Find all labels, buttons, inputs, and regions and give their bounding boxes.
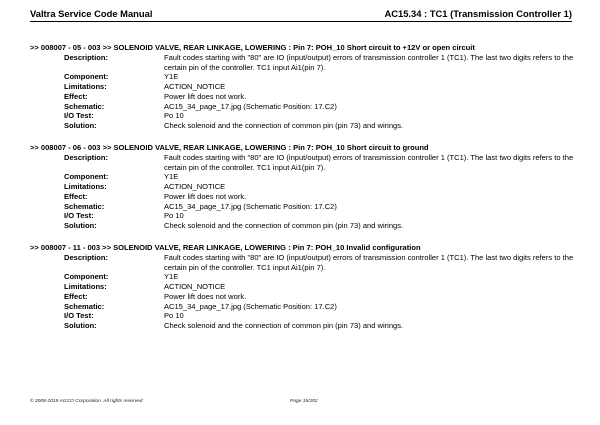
fault-code-title: >> 008007 - 05 - 003 >> SOLENOID VALVE, REAR LINKAGE, LOWERING : Pin 7: POH_10 Short circuit to +12V or open circuit: [30, 43, 475, 52]
effect-value: Power lift does not work.: [164, 291, 247, 301]
limitations-row: [30, 82, 575, 92]
fault-code-title: >> 008007 - 06 - 003 >> SOLENOID VALVE, REAR LINKAGE, LOWERING : Pin 7: POH_10 Short circuit to ground: [30, 143, 429, 152]
limitations-row: [30, 182, 575, 192]
limitations-value: ACTION_NOTICE: [164, 82, 226, 92]
component-value: Y1E: [164, 172, 179, 182]
component-value: Y1E: [164, 72, 179, 82]
io-test-value: Po 10: [164, 311, 184, 321]
schematic-row: [30, 302, 575, 312]
manual-title: Valtra Service Code Manual: [30, 8, 153, 19]
io-test-label: I/O Test:: [64, 111, 94, 121]
component-label: Component:: [64, 272, 109, 282]
fault-entry: [30, 143, 575, 231]
description-label: Description:: [64, 53, 109, 62]
solution-label: Solution:: [64, 220, 97, 230]
component-row: [30, 72, 575, 82]
schematic-value: AC15_34_page_17.jpg (Schematic Position: 17.C2): [164, 201, 337, 211]
schematic-label: Schematic:: [64, 201, 105, 211]
io-test-row: [30, 311, 575, 321]
io-test-label: I/O Test:: [64, 311, 94, 321]
component-value: Y1E: [164, 272, 179, 282]
io-test-row: [30, 111, 575, 121]
component-label: Component:: [64, 72, 109, 82]
schematic-row: [30, 202, 575, 212]
effect-label: Effect:: [64, 91, 88, 101]
effect-value: Power lift does not work.: [164, 191, 247, 201]
limitations-label: Limitations:: [64, 82, 107, 92]
description-label: Description:: [64, 153, 109, 162]
solution-row: [30, 121, 575, 131]
page-header: [30, 4, 572, 22]
limitations-row: [30, 282, 575, 292]
description-value: Fault codes starting with "80" are IO (input/output) errors of transmission controller 1 (TC1). The last two digits refers to the certain pin of the controller. TC1 input Ai1(pin 7).: [164, 253, 574, 272]
description-value: Fault codes starting with "80" are IO (input/output) errors of transmission controller 1 (TC1). The last two digits refers to the certain pin of the controller. TC1 input Ai1(pin 7).: [164, 53, 574, 72]
solution-value: Check solenoid and the connection of common pin (pin 73) and wirings.: [164, 320, 404, 330]
effect-row: [30, 92, 575, 102]
page-footer: [30, 399, 572, 409]
effect-row: [30, 192, 575, 202]
limitations-value: ACTION_NOTICE: [164, 282, 226, 292]
description-row: [30, 153, 575, 172]
solution-label: Solution:: [64, 320, 97, 330]
solution-value: Check solenoid and the connection of common pin (pin 73) and wirings.: [164, 120, 404, 130]
solution-value: Check solenoid and the connection of common pin (pin 73) and wirings.: [164, 220, 404, 230]
fault-code-title: >> 008007 - 11 - 003 >> SOLENOID VALVE, REAR LINKAGE, LOWERING : Pin 7: POH_10 Invalid configuration: [30, 243, 421, 252]
component-row: [30, 172, 575, 182]
component-label: Component:: [64, 172, 109, 182]
description-row: [30, 253, 575, 272]
description-row: [30, 53, 575, 72]
solution-row: [30, 321, 575, 331]
description-label: Description:: [64, 253, 109, 262]
limitations-value: ACTION_NOTICE: [164, 182, 226, 192]
io-test-value: Po 10: [164, 111, 184, 121]
solution-label: Solution:: [64, 120, 97, 130]
effect-label: Effect:: [64, 191, 88, 201]
limitations-label: Limitations:: [64, 282, 107, 292]
fault-entry: [30, 43, 575, 131]
page-number: Page 15/202: [290, 399, 318, 404]
description-value: Fault codes starting with "80" are IO (input/output) errors of transmission controller 1 (TC1). The last two digits refers to the certain pin of the controller. TC1 input Ai1(pin 7).: [164, 153, 574, 172]
schematic-label: Schematic:: [64, 301, 105, 311]
limitations-label: Limitations:: [64, 182, 107, 192]
effect-value: Power lift does not work.: [164, 91, 247, 101]
header-divider: [30, 21, 572, 22]
io-test-label: I/O Test:: [64, 211, 94, 221]
effect-row: [30, 292, 575, 302]
section-title: AC15.34 : TC1 (Transmission Controller 1): [384, 8, 572, 19]
schematic-value: AC15_34_page_17.jpg (Schematic Position: 17.C2): [164, 101, 337, 111]
copyright-text: © 2008-2019 AGCO Corporation. All rights reserved: [30, 399, 143, 404]
solution-row: [30, 221, 575, 231]
fault-entry: [30, 243, 575, 331]
component-row: [30, 272, 575, 282]
schematic-label: Schematic:: [64, 101, 105, 111]
effect-label: Effect:: [64, 291, 88, 301]
schematic-value: AC15_34_page_17.jpg (Schematic Position: 17.C2): [164, 301, 337, 311]
schematic-row: [30, 102, 575, 112]
io-test-row: [30, 211, 575, 221]
io-test-value: Po 10: [164, 211, 184, 221]
